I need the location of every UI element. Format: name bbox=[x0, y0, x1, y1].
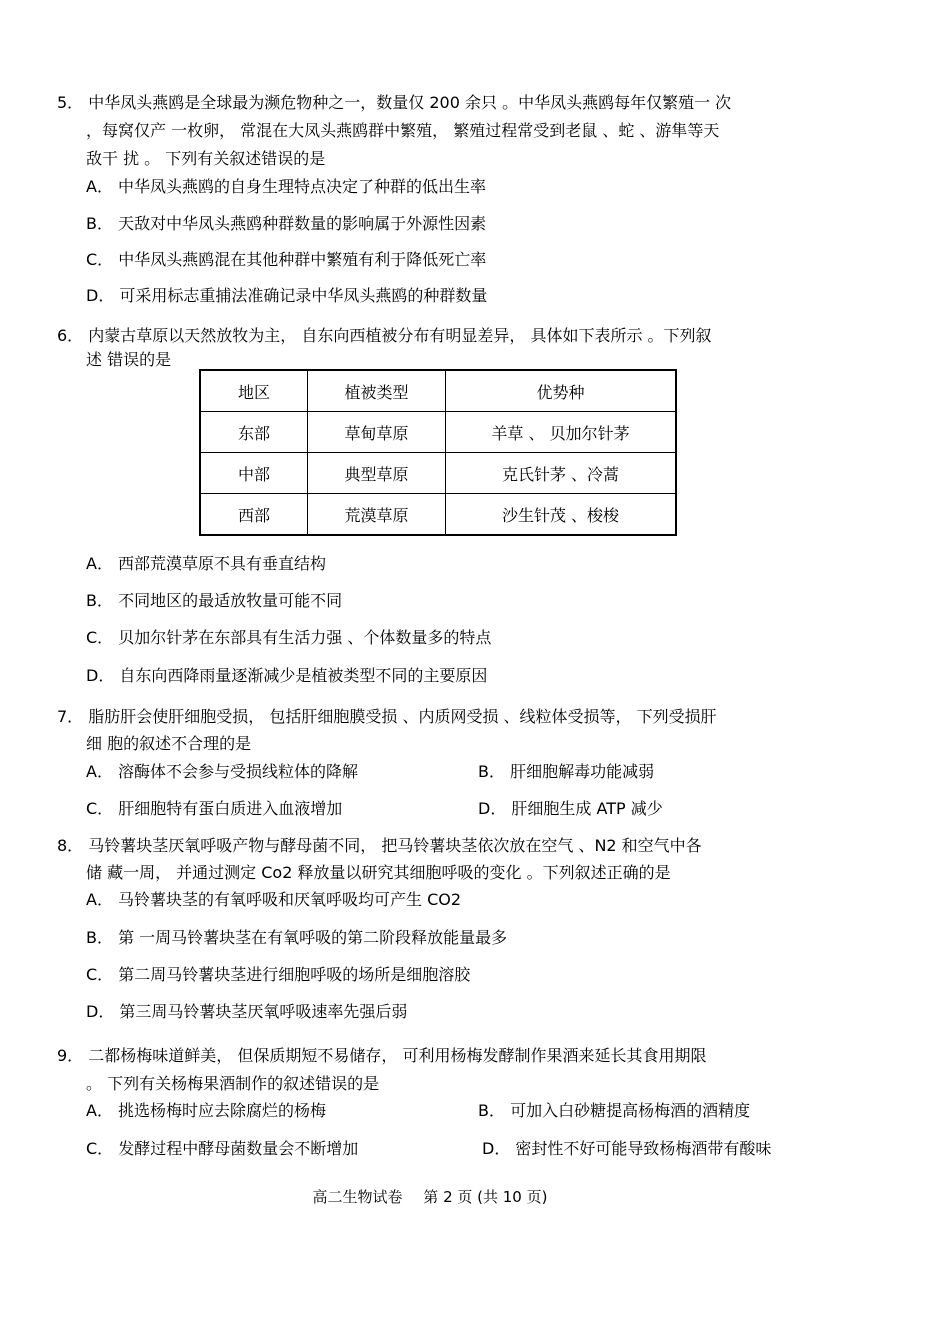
question-8-option-b: B． 第 一周马铃薯块茎在有氧呼吸的第二阶段释放能量最多 bbox=[86, 928, 508, 947]
question-8-stem-line-1: 8． 马铃薯块茎厌氧呼吸产物与酵母菌不同， 把马铃薯块茎依次放在空气 、N2 和空气中各 bbox=[57, 836, 702, 855]
question-9-stem-line-1: 9． 二都杨梅味道鲜美， 但保质期短不易储存， 可利用杨梅发酵制作果酒来延长其食用期限 bbox=[57, 1046, 707, 1065]
table-cell: 羊草 、 贝加尔针茅 bbox=[446, 412, 677, 453]
question-7-option-b: B． 肝细胞解毒功能减弱 bbox=[478, 762, 655, 781]
table-cell: 草甸草原 bbox=[308, 412, 446, 453]
question-5-option-a: A． 中华凤头燕鸥的自身生理特点决定了种群的低出生率 bbox=[86, 177, 487, 196]
table-header-row bbox=[200, 370, 676, 412]
question-7-stem-line-1: 7． 脂肪肝会使肝细胞受损， 包括肝细胞膜受损 、内质网受损 、线粒体受损等， 下列受损肝 bbox=[57, 707, 717, 726]
question-6-option-c: C． 贝加尔针茅在东部具有生活力强 、个体数量多的特点 bbox=[86, 628, 492, 647]
question-9-stem-line-2: 。 下列有关杨梅果酒制作的叙述错误的是 bbox=[86, 1074, 380, 1093]
table-header-cell: 地区 bbox=[200, 370, 308, 412]
table-cell: 沙生针茂 、梭梭 bbox=[446, 494, 677, 536]
question-9-option-c: C． 发酵过程中酵母菌数量会不断增加 bbox=[86, 1139, 359, 1158]
vegetation-table bbox=[199, 369, 677, 536]
question-8-option-d: D． 第三周马铃薯块茎厌氧呼吸速率先强后弱 bbox=[86, 1002, 408, 1021]
question-9-option-a: A． 挑选杨梅时应去除腐烂的杨梅 bbox=[86, 1101, 327, 1120]
question-7-option-a: A． 溶酶体不会参与受损线粒体的降解 bbox=[86, 762, 359, 781]
question-5-stem-line-3: 敌干 扰 。 下列有关叙述错误的是 bbox=[86, 149, 326, 168]
question-9-option-b: B． 可加入白砂糖提高杨梅酒的酒精度 bbox=[478, 1101, 751, 1120]
footer-subject: 高二生物试卷 bbox=[312, 1188, 403, 1206]
question-6-option-b: B． 不同地区的最适放牧量可能不同 bbox=[86, 591, 343, 610]
question-6-option-a: A． 西部荒漠草原不具有垂直结构 bbox=[86, 554, 327, 573]
table-header-cell: 植被类型 bbox=[308, 370, 446, 412]
question-5-option-d: D． 可采用标志重捕法准确记录中华凤头燕鸥的种群数量 bbox=[86, 286, 488, 305]
question-5-option-c: C． 中华凤头燕鸥混在其他种群中繁殖有利于降低死亡率 bbox=[86, 250, 487, 269]
question-6-stem-line-1: 6． 内蒙古草原以天然放牧为主， 自东向西植被分布有明显差异， 具体如下表所示 。下列叙 bbox=[57, 326, 712, 345]
footer-page-number: 第 2 页 (共 10 页) bbox=[423, 1188, 548, 1206]
table-cell: 克氏针茅 、冷蒿 bbox=[446, 453, 677, 494]
question-8-option-a: A． 马铃薯块茎的有氧呼吸和厌氧呼吸均可产生 CO2 bbox=[86, 890, 462, 909]
question-5-stem-line-2: ，每窝仅产 一枚卵， 常混在大凤头燕鸥群中繁殖， 繁殖过程常受到老鼠 、蛇 、游隼等天 bbox=[86, 121, 720, 140]
question-7-stem-line-2: 细 胞的叙述不合理的是 bbox=[86, 734, 252, 753]
table-cell: 东部 bbox=[200, 412, 308, 453]
question-5-option-b: B． 天敌对中华凤头燕鸥种群数量的影响属于外源性因素 bbox=[86, 214, 487, 233]
question-7-option-d: D． 肝细胞生成 ATP 减少 bbox=[478, 799, 663, 818]
question-8-option-c: C． 第二周马铃薯块茎进行细胞呼吸的场所是细胞溶胶 bbox=[86, 965, 471, 984]
table-row bbox=[200, 494, 676, 536]
table-row bbox=[200, 453, 676, 494]
question-5-stem-line-1: 5． 中华凤头燕鸥是全球最为濒危物种之一，数量仅 200 余只 。中华凤头燕鸥每年仅繁殖一 次 bbox=[57, 93, 732, 112]
question-8-stem-line-2: 储 藏一周， 并通过测定 Co2 释放量以研究其细胞呼吸的变化 。下列叙述正确的是 bbox=[86, 863, 671, 882]
table-cell: 荒漠草原 bbox=[308, 494, 446, 536]
table-header-cell: 优势种 bbox=[446, 370, 677, 412]
table-cell: 西部 bbox=[200, 494, 308, 536]
table-cell: 典型草原 bbox=[308, 453, 446, 494]
table-cell: 中部 bbox=[200, 453, 308, 494]
table-row bbox=[200, 412, 676, 453]
page-footer bbox=[0, 1186, 860, 1207]
question-6-option-d: D． 自东向西降雨量逐渐减少是植被类型不同的主要原因 bbox=[86, 666, 488, 685]
question-6-stem-line-2: 述 错误的是 bbox=[86, 350, 172, 369]
question-7-option-c: C． 肝细胞特有蛋白质进入血液增加 bbox=[86, 799, 343, 818]
question-9-option-d: D． 密封性不好可能导致杨梅酒带有酸味 bbox=[482, 1139, 772, 1158]
